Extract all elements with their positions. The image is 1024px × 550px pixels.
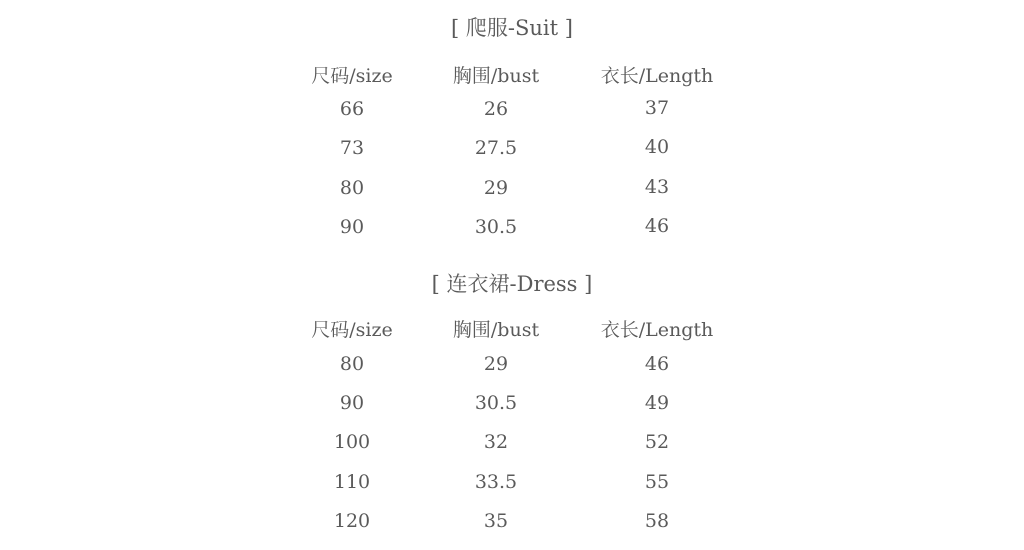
table-cell: 43 [644,176,670,198]
table-cell: 55 [644,471,670,493]
table-cell: 32 [483,431,509,453]
header-length: 衣长/Length [600,65,714,87]
suit-table-title: [ 爬服-Suit ] [451,16,573,40]
header-length: 衣长/Length [600,319,714,341]
header-size: 尺码/size [311,65,393,87]
header-bust: 胸围/bust [452,319,540,341]
table-cell: 58 [644,510,670,532]
table-cell: 90 [339,216,365,238]
table-cell: 30.5 [474,216,518,238]
table-cell: 46 [644,353,670,375]
table-cell: 80 [339,177,365,199]
table-cell: 52 [644,431,670,453]
table-cell: 66 [339,98,365,120]
dress-table-title: [ 连衣裙-Dress ] [431,272,593,296]
table-cell: 29 [483,177,509,199]
table-cell: 110 [333,471,371,493]
table-cell: 80 [339,353,365,375]
header-size: 尺码/size [311,319,393,341]
header-bust: 胸围/bust [452,65,540,87]
table-cell: 49 [644,392,670,414]
table-cell: 100 [333,431,371,453]
table-cell: 30.5 [474,392,518,414]
table-cell: 73 [339,137,365,159]
table-cell: 27.5 [474,137,518,159]
table-cell: 26 [483,98,509,120]
table-cell: 37 [644,97,670,119]
table-cell: 33.5 [474,471,518,493]
table-cell: 90 [339,392,365,414]
table-cell: 120 [333,510,371,532]
table-cell: 29 [483,353,509,375]
table-cell: 35 [483,510,509,532]
table-cell: 46 [644,215,670,237]
table-cell: 40 [644,136,670,158]
